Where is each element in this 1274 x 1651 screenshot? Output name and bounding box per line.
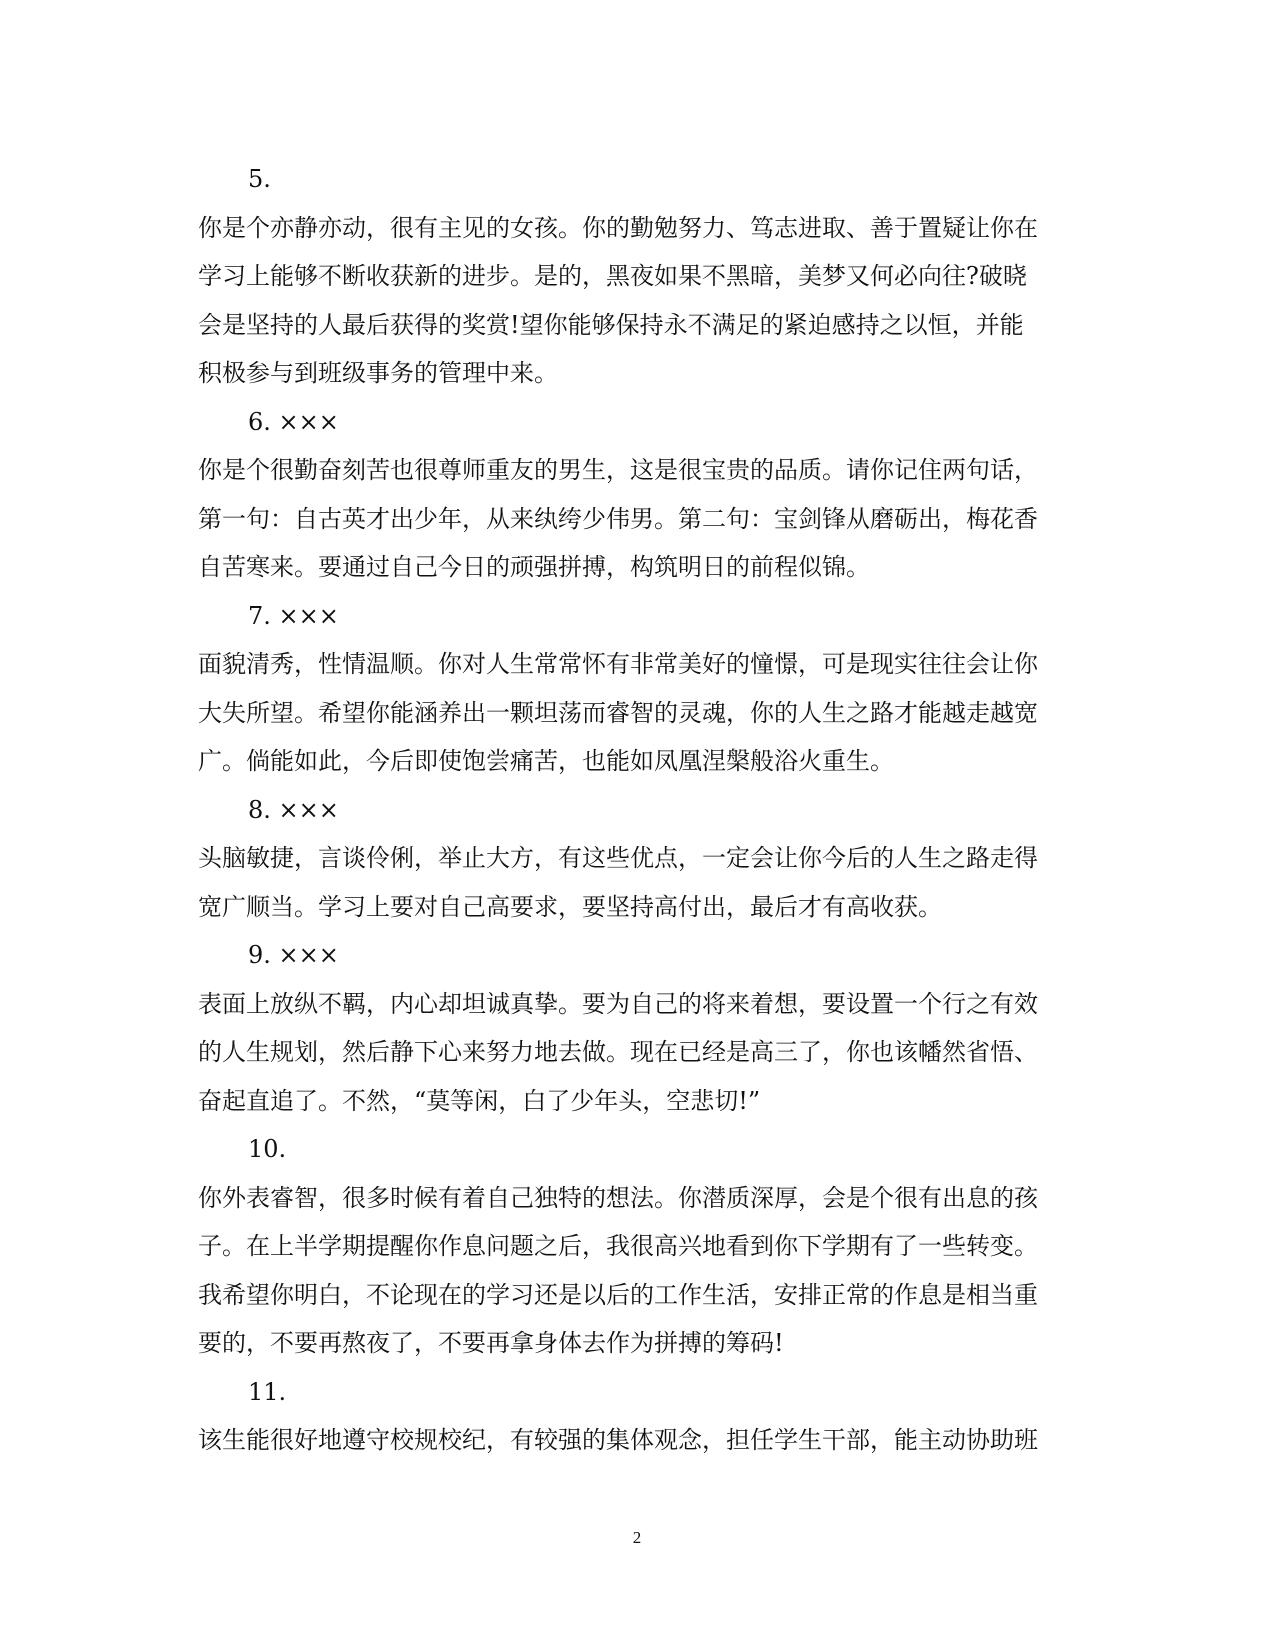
page-number: 2 — [632, 1528, 642, 1547]
document-body — [198, 155, 1078, 1465]
paragraph-line: 大失所望。希望你能涵养出一颗坦荡而睿智的灵魂，你的人生之路才能越走越宽 — [198, 698, 1038, 727]
paragraph-line: 学习上能够不断收获新的进步。是的，黑夜如果不黑暗，美梦又何必向往?破晓 — [198, 262, 1027, 290]
section-heading: 5. — [248, 165, 271, 193]
paragraph-line: 你是个亦静亦动，很有主见的女孩。你的勤勉努力、笃志进取、善于置疑让你在 — [198, 213, 1038, 242]
paragraph-line: 子。在上半学期提醒你作息问题之后，我很高兴地看到你下学期有了一些转变。 — [198, 1232, 1038, 1260]
paragraph-line: 头脑敏捷，言谈伶俐，举止大方，有这些优点，一定会让你今后的人生之路走得 — [198, 844, 1038, 872]
section-heading: 8. ××× — [248, 795, 339, 824]
paragraph-line: 该生能很好地遵守校规校纪，有较强的集体观念，担任学生干部，能主动协助班 — [198, 1426, 1038, 1454]
section-heading: 6. ××× — [248, 407, 339, 436]
paragraph-line: 奋起直追了。不然，“莫等闲，白了少年头，空悲切!” — [198, 1086, 761, 1115]
paragraph-line: 面貌清秀，性情温顺。你对人生常常怀有非常美好的憧憬，可是现实往往会让你 — [198, 650, 1038, 678]
paragraph-line: 的人生规划，然后静下心来努力地去做。现在已经是高三了，你也该幡然省悟、 — [198, 1038, 1038, 1066]
section-heading: 11. — [248, 1377, 287, 1406]
paragraph-line: 积极参与到班级事务的管理中来。 — [198, 359, 558, 387]
paragraph-line: 你是个很勤奋刻苦也很尊师重友的男生，这是很宝贵的品质。请你记住两句话， — [198, 456, 1038, 484]
paragraph-line: 我希望你明白，不论现在的学习还是以后的工作生活，安排正常的作息是相当重 — [198, 1280, 1038, 1309]
paragraph-line: 自苦寒来。要通过自己今日的顽强拼搏，构筑明日的前程似锦。 — [198, 553, 870, 581]
paragraph-line: 你外表睿智，很多时候有着自己独特的想法。你潜质深厚，会是个很有出息的孩 — [198, 1183, 1038, 1212]
paragraph-line: 要的，不要再熬夜了，不要再拿身体去作为拼搏的筹码! — [198, 1329, 784, 1357]
paragraph-line: 表面上放纵不羁，内心却坦诚真挚。要为自己的将来着想，要设置一个行之有效 — [198, 989, 1038, 1018]
section-heading: 7. ××× — [248, 601, 339, 630]
paragraph-line: 广。倘能如此，今后即使饱尝痛苦，也能如凤凰涅槃般浴火重生。 — [198, 747, 894, 775]
paragraph-line: 第一句：自古英才出少年，从来纨绔少伟男。第二句：宝剑锋从磨砺出，梅花香 — [198, 504, 1038, 533]
section-heading: 9. ××× — [248, 941, 339, 969]
section-heading: 10. — [248, 1135, 287, 1163]
paragraph-line: 宽广顺当。学习上要对自己高要求，要坚持高付出，最后才有高收获。 — [198, 892, 942, 921]
paragraph-line: 会是坚持的人最后获得的奖赏!望你能够保持永不满足的紧迫感持之以恒，并能 — [198, 310, 1024, 339]
